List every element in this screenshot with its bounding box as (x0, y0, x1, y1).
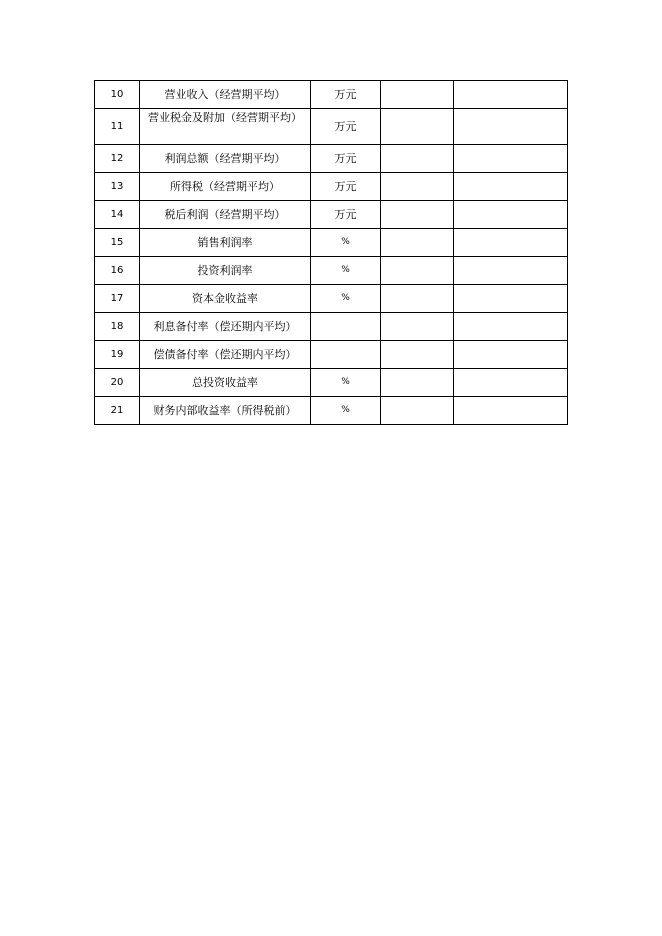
value-cell (381, 145, 454, 173)
row-number: 10 (95, 81, 140, 109)
value-cell (381, 313, 454, 341)
table-row (95, 397, 568, 425)
value-cell (454, 397, 568, 425)
item-name: 投资利润率 (140, 257, 311, 285)
unit-cell: 万元 (311, 109, 381, 145)
row-number: 14 (95, 201, 140, 229)
value-cell (454, 81, 568, 109)
item-name: 营业税金及附加（经营期平均） (140, 109, 311, 145)
unit-cell: 万元 (311, 81, 381, 109)
item-name: 销售利润率 (140, 229, 311, 257)
row-number: 19 (95, 341, 140, 369)
unit-cell (311, 341, 381, 369)
row-number: 18 (95, 313, 140, 341)
unit-cell: 万元 (311, 201, 381, 229)
unit-cell (311, 313, 381, 341)
indicator-table (94, 80, 568, 425)
unit-cell: 万元 (311, 173, 381, 201)
value-cell (454, 109, 568, 145)
unit-cell: % (311, 285, 381, 313)
value-cell (454, 173, 568, 201)
value-cell (381, 397, 454, 425)
unit-cell: 万元 (311, 145, 381, 173)
unit-cell: % (311, 229, 381, 257)
item-name: 总投资收益率 (140, 369, 311, 397)
value-cell (454, 257, 568, 285)
item-name: 利息备付率（偿还期内平均） (140, 313, 311, 341)
value-cell (381, 369, 454, 397)
table-row (95, 145, 568, 173)
table-row (95, 257, 568, 285)
value-cell (454, 145, 568, 173)
value-cell (454, 285, 568, 313)
item-name: 税后利润（经营期平均） (140, 201, 311, 229)
value-cell (381, 81, 454, 109)
value-cell (381, 229, 454, 257)
row-number: 20 (95, 369, 140, 397)
row-number: 13 (95, 173, 140, 201)
row-number: 11 (95, 109, 140, 145)
item-name: 利润总额（经营期平均） (140, 145, 311, 173)
row-number: 17 (95, 285, 140, 313)
value-cell (454, 201, 568, 229)
table-row (95, 313, 568, 341)
row-number: 16 (95, 257, 140, 285)
unit-cell: % (311, 257, 381, 285)
table-row (95, 173, 568, 201)
row-number: 12 (95, 145, 140, 173)
value-cell (454, 341, 568, 369)
table-row (95, 285, 568, 313)
table-row (95, 109, 568, 145)
unit-cell: % (311, 369, 381, 397)
item-name: 资本金收益率 (140, 285, 311, 313)
unit-cell: % (311, 397, 381, 425)
item-name: 所得税（经营期平均） (140, 173, 311, 201)
item-name: 偿债备付率（偿还期内平均） (140, 341, 311, 369)
value-cell (381, 341, 454, 369)
table-row (95, 229, 568, 257)
row-number: 21 (95, 397, 140, 425)
value-cell (381, 109, 454, 145)
table-row (95, 201, 568, 229)
value-cell (381, 257, 454, 285)
value-cell (454, 369, 568, 397)
value-cell (381, 201, 454, 229)
value-cell (381, 173, 454, 201)
row-number: 15 (95, 229, 140, 257)
item-name: 财务内部收益率（所得税前） (140, 397, 311, 425)
value-cell (454, 229, 568, 257)
table-row (95, 341, 568, 369)
table-row (95, 369, 568, 397)
value-cell (381, 285, 454, 313)
item-name: 营业收入（经营期平均） (140, 81, 311, 109)
value-cell (454, 313, 568, 341)
table-row (95, 81, 568, 109)
